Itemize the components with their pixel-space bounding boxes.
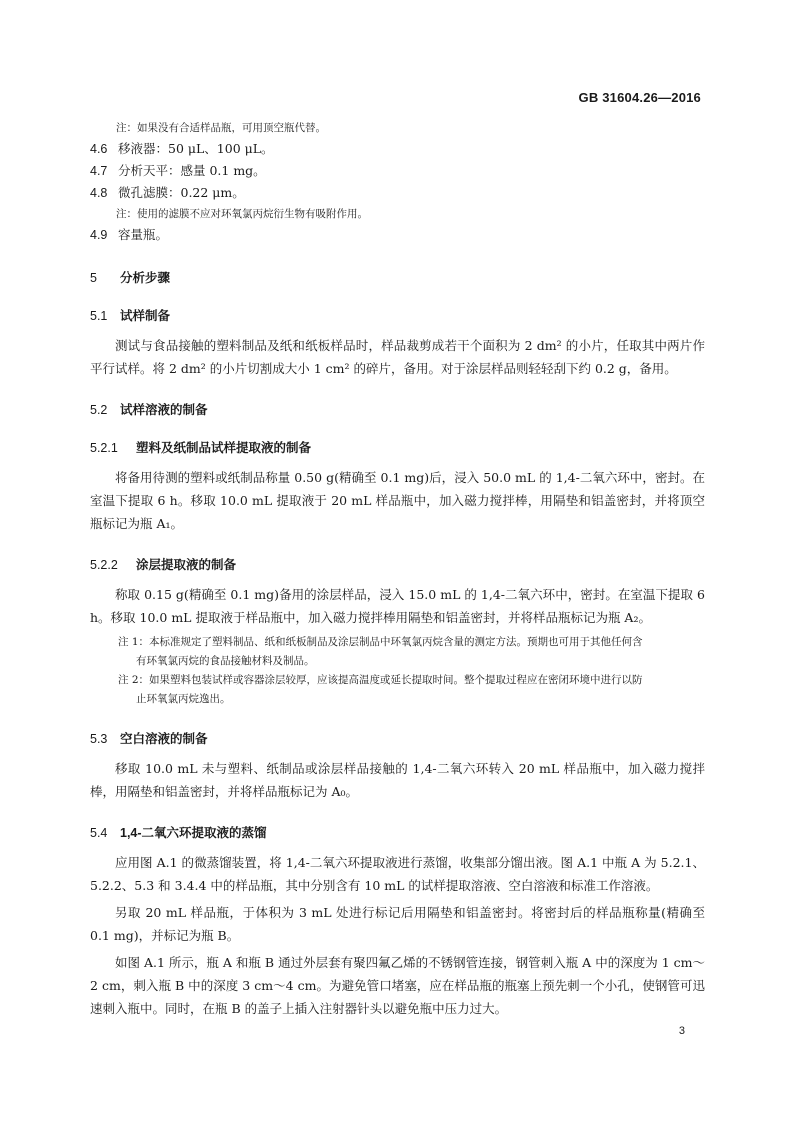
section-5-2-1-heading: 5.2.1 塑料及纸制品试样提取液的制备	[90, 441, 312, 455]
page-number: 3	[678, 1025, 685, 1037]
note-sample-bottle: 注：如果没有合适样品瓶，可用顶空瓶代替。	[116, 122, 326, 134]
section-5-1-heading: 5.1 试样制备	[90, 309, 171, 323]
note-1-scope: 注 1：本标准规定了塑料制品、纸和纸板制品及涂层制品中环氧氯丙烷含量的测定方法。预期也可用于其他任何含 有环氧氯丙烷的食品接触材料及制品。	[118, 636, 643, 667]
item-4-8: 4.8 微孔滤膜：0.22 μm。	[90, 185, 245, 200]
section-5-1-para: 测试与食品接触的塑料制品及纸和纸板样品时，样品裁剪成若干个面积为 2 dm² 的小片，任取其中两片作平行试样。将 2 dm² 的小片切割成大小 1 cm² 的碎片，备用。对于涂层样品则轻轻刮下约 0.2 g，备用。	[90, 338, 705, 376]
standard-number: GB 31604.26—2016	[578, 90, 701, 105]
section-5-3-heading: 5.3 空白溶液的制备	[90, 732, 208, 746]
note-2-extraction: 注 2：如果塑料包装试样或容器涂层较厚，应该提高温度或延长提取时间。整个提取过程应在密闭环境中进行以防 止环氧氯丙烷逸出。	[118, 674, 643, 705]
section-5-4-para-2: 另取 20 mL 样品瓶，于体积为 3 mL 处进行标记后用隔垫和铝盖密封。将密封后的样品瓶称量(精确至 0.1 mg)，并标记为瓶 B。	[90, 905, 705, 943]
section-5-2-2-heading: 5.2.2 涂层提取液的制备	[90, 558, 237, 572]
section-5-2-heading: 5.2 试样溶液的制备	[90, 403, 208, 417]
note-filter: 注：使用的滤膜不应对环氧氯丙烷衍生物有吸附作用。	[116, 208, 368, 220]
section-5-2-1-para: 将备用待测的塑料或纸制品称量 0.50 g(精确至 0.1 mg)后，浸入 50.0 mL 的 1,4-二氧六环中，密封。在室温下提取 6 h。移取 10.0 mL 提取液于 20 mL 样品瓶中，加入磁力搅拌棒，用隔垫和铝盖密封，并将顶空瓶标记为瓶 A₁。	[90, 470, 705, 531]
item-4-6: 4.6 移液器：50 μL、100 μL。	[90, 141, 274, 156]
document-body	[90, 118, 705, 1024]
section-5-4-para-1: 应用图 A.1 的微蒸馏装置，将 1,4-二氧六环提取液进行蒸馏，收集部分馏出液。图 A.1 中瓶 A 为 5.2.1、5.2.2、5.3 和 3.4.4 中的样品瓶，其中分别含有 10 mL 的试样提取溶液、空白溶液和标准工作溶液。	[90, 855, 705, 893]
item-4-7: 4.7 分析天平：感量 0.1 mg。	[90, 163, 266, 178]
section-5-3-para: 移取 10.0 mL 未与塑料、纸制品或涂层样品接触的 1,4-二氧六环转入 20 mL 样品瓶中，加入磁力搅拌棒，用隔垫和铝盖密封，并将样品瓶标记为 A₀。	[90, 761, 705, 799]
item-4-9: 4.9 容量瓶。	[90, 227, 169, 242]
section-5-4-heading: 5.4 1,4-二氧六环提取液的蒸馏	[90, 826, 267, 840]
section-5-heading: 5 分析步骤	[90, 271, 171, 285]
section-5-2-2-para: 称取 0.15 g(精确至 0.1 mg)备用的涂层样品，浸入 15.0 mL 的 1,4-二氧六环中，密封。在室温下提取 6 h。移取 10.0 mL 提取液于样品瓶中，加入磁力搅拌棒用隔垫和铝盖密封，并将样品瓶标记为瓶 A₂。	[90, 587, 705, 625]
section-5-4-para-3: 如图 A.1 所示，瓶 A 和瓶 B 通过外层套有聚四氟乙烯的不锈钢管连接，钢管刺入瓶 A 中的深度为 1 cm～2 cm，刺入瓶 B 中的深度 3 cm～4 cm。为避免管口堵塞，应在样品瓶的瓶塞上预先刺一个小孔，使钢管可迅速刺入瓶中。同时，在瓶 B 的盖子上插入注射器针头以避免瓶中压力过大。	[90, 955, 705, 1016]
